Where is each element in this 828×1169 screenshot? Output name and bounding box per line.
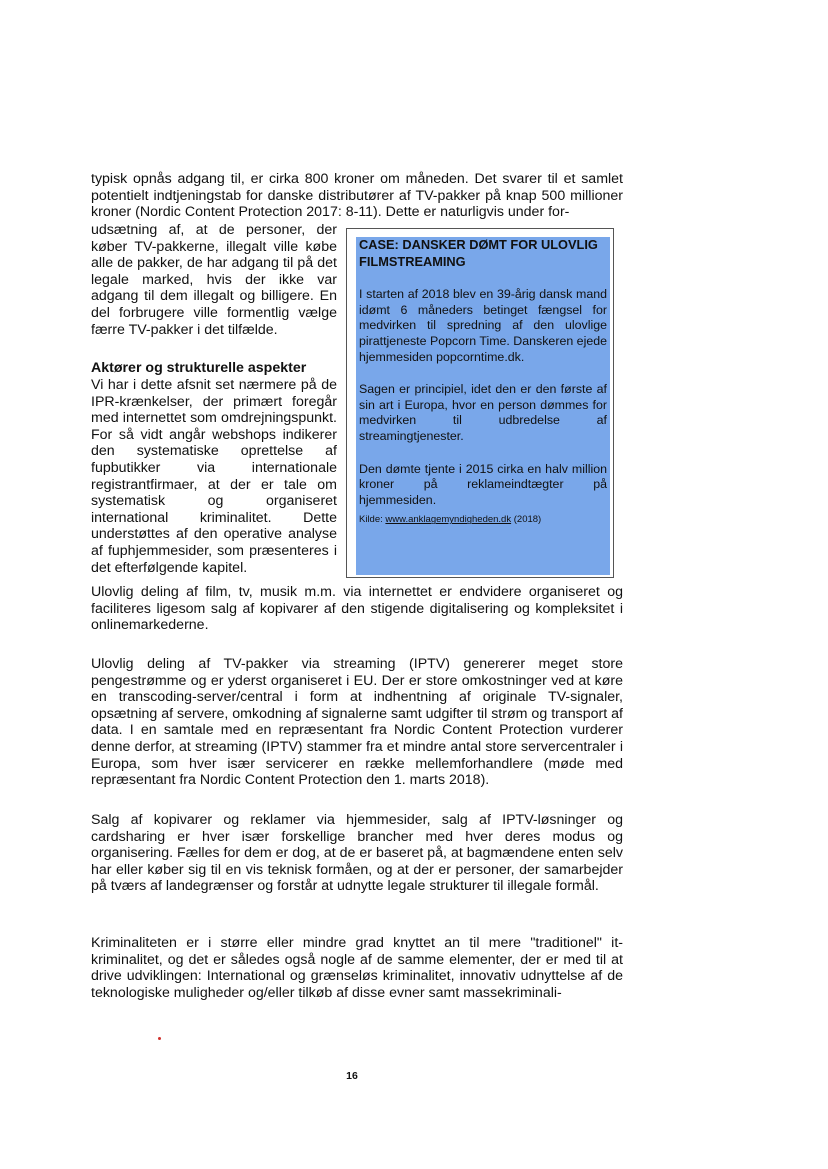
paragraph-kriminalitet: Kriminaliteten er i større eller mindre grad knyttet an til mere "traditionel" it-kriminalitet, og det er således også nogle af de samme elementer, der er med til at drive udviklingen: International og grænseløs kriminalitet, innovativ udnyttelse af de teknologiske muligheder og/eller tilkøb af disse evner samt massekriminali-	[91, 935, 623, 1001]
paragraph-kopivarer: Salg af kopivarer og reklamer via hjemmesider, salg af IPTV-løsninger og cardsharing er hver især forskellige brancher med hver deres modus og organisering. Fælles for dem er dog, at de er baseret på, at bagmændene enten selv har eller køber sig til en vis teknisk formåen, og at der er personer, der samarbejder på tværs af landegrænser og forstår at udnytte legale strukturer til illegale formål.	[91, 812, 623, 895]
continuation-paragraph: Ulovlig deling af film, tv, musik m.m. via internettet er endvidere organiseret og faciliteres ligesom salg af kopivarer af den stigende digitalisering og kompleksitet i onlinemarkederne.	[91, 584, 623, 634]
case-paragraph-2: Sagen er principiel, idet den er den første af sin art i Europa, hvor en person dømmes for medvirken til udbredelse af streamingtjenester.	[359, 382, 607, 443]
intro-paragraph: typisk opnås adgang til, er cirka 800 kroner om måneden. Det svarer til et samlet potentielt indtjeningstab for danske distributører af TV-pakker på knap 500 millioner kroner (Nordic Content Protection 2017: 8-11). Dette er naturligvis under for-	[91, 171, 623, 221]
case-source-prefix: Kilde:	[359, 514, 383, 526]
paragraph-iptv: Ulovlig deling af TV-pakker via streaming (IPTV) genererer meget store pengestrømme og er yderst organiseret i EU. Der er store omkostninger ved at køre en transcoding-server/central i form at indhentning af originale TV-signaler, opsætning af servere, omkodning af signalerne samt udgifter til strøm og transport af data. I en samtale med en repræsentant fra Nordic Content Protection vurderer denne derfor, at streaming (IPTV) stammer fra et mindre antal store servercentraler i Europa, som hver især servicerer en række mellemforhandlere (møde med repræsentant fra Nordic Content Protection den 1. marts 2018).	[91, 656, 623, 789]
intro-paragraph-continued: udsætning af, at de personer, der køber TV-pakkerne, illegalt ville købe alle de pakker, de har adgang til på det legale marked, hvis der ikke var adgang til dem illegalt og billigere. En del forbrugere ville formentlig vælge færre TV-pakker i det tilfælde.	[91, 222, 337, 338]
page-number: 16	[346, 1070, 358, 1082]
red-mark	[158, 1037, 161, 1040]
section-paragraph: Vi har i dette afsnit set nærmere på de IPR-krænkelser, der primært foregår med internettet som omdrejningspunkt. For så vidt angår webshops indikerer den systematiske oprettelse af fupbutikker via internationale registrantfirmaer, at der er tale om systematisk og organiseret international kriminalitet. Dette understøttes af den operative analyse af fuphjemmesider, som præsenteres i det efterfølgende kapitel.	[91, 377, 337, 576]
case-box	[356, 237, 610, 575]
case-source	[359, 513, 607, 526]
case-title: CASE: DANSKER DØMT FOR ULOVLIG FILMSTREAMING	[359, 237, 598, 269]
section-heading: Aktører og strukturelle aspekter	[91, 360, 307, 376]
case-paragraph-1: I starten af 2018 blev en 39-årig dansk mand idømt 6 måneders betinget fængsel for medvirken til spredning af den ulovlige pirattjeneste Popcorn Time. Danskeren ejede hjemmesiden popcorntime.dk.	[359, 287, 607, 364]
case-paragraph-3: Den dømte tjente i 2015 cirka en halv million kroner på reklameindtægter på hjemmesiden.	[359, 461, 607, 507]
case-source-year: (2018)	[513, 514, 542, 526]
case-source-link[interactable]: www.anklagemyndigheden.dk	[385, 514, 512, 526]
